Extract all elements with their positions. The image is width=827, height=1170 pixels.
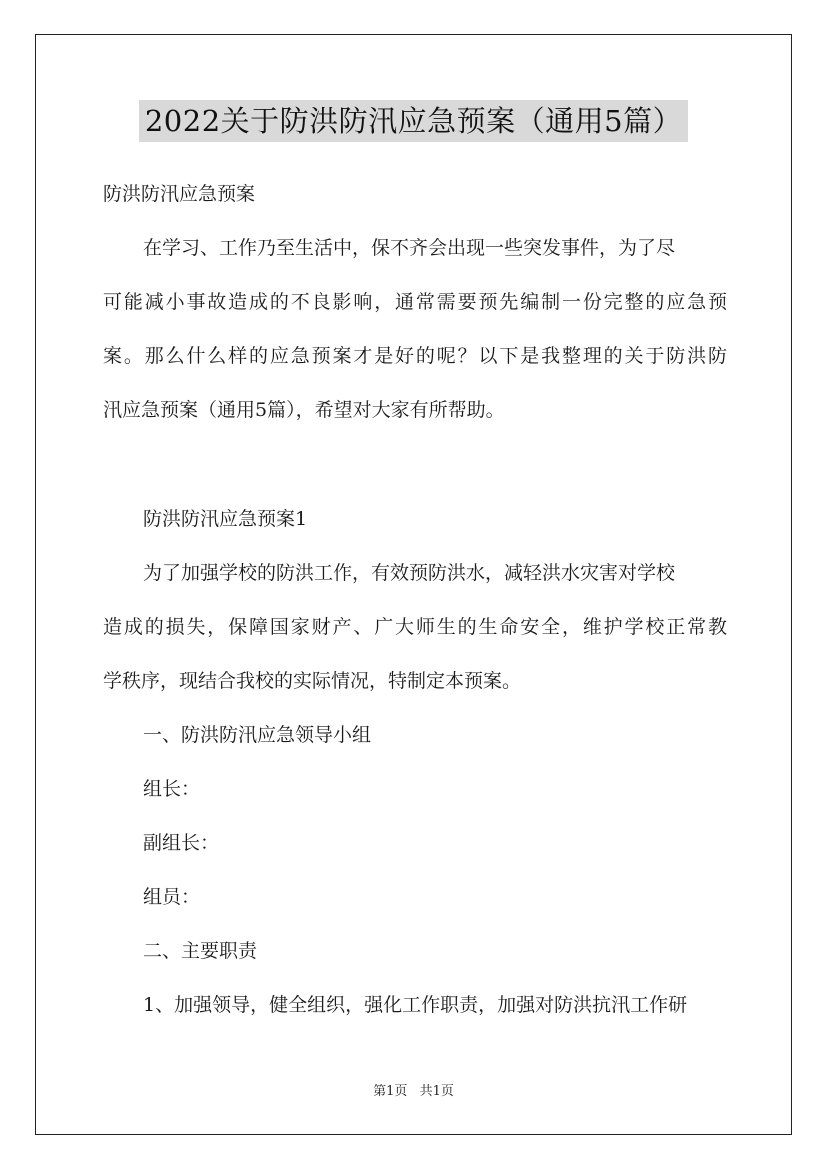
paragraph-line: 在学习、工作乃至生活中，保不齐会出现一些突发事件，为了尽 [143,237,676,259]
list-heading: 二、主要职责 [143,940,258,962]
paragraph-line: 为了加强学校的防洪工作，有效预防洪水，减轻洪水灾害对学校 [143,562,676,584]
list-heading: 一、防洪防汛应急领导小组 [143,724,372,746]
page-number-current: 第1页 [373,1084,408,1099]
paragraph-line: 案。那么什么样的应急预案才是好的呢？以下是我整理的关于防洪防 [103,345,727,367]
paragraph-line: 汛应急预案（通用5篇），希望对大家有所帮助。 [103,399,505,421]
page-number-total: 共1页 [419,1084,454,1099]
page-footer [0,1084,827,1100]
paragraph-line: 可能减小事故造成的不良影响，通常需要预先编制一份完整的应急预 [103,291,727,313]
list-item: 组员： [143,886,201,908]
subsection-heading: 防洪防汛应急预案1 [143,508,308,530]
paragraph-line: 1、加强领导，健全组织，强化工作职责，加强对防洪抗汛工作研 [143,994,688,1016]
paragraph-line: 造成的损失，保障国家财产、广大师生的生命安全，维护学校正常教 [103,616,727,638]
list-item: 组长： [143,778,201,800]
title-container [0,100,827,142]
paragraph-line: 学秩序，现结合我校的实际情况，特制定本预案。 [103,670,522,692]
document-title: 2022关于防洪防汛应急预案（通用5篇） [139,100,688,142]
list-item: 副组长： [143,832,220,854]
section-heading: 防洪防汛应急预案 [103,183,256,205]
